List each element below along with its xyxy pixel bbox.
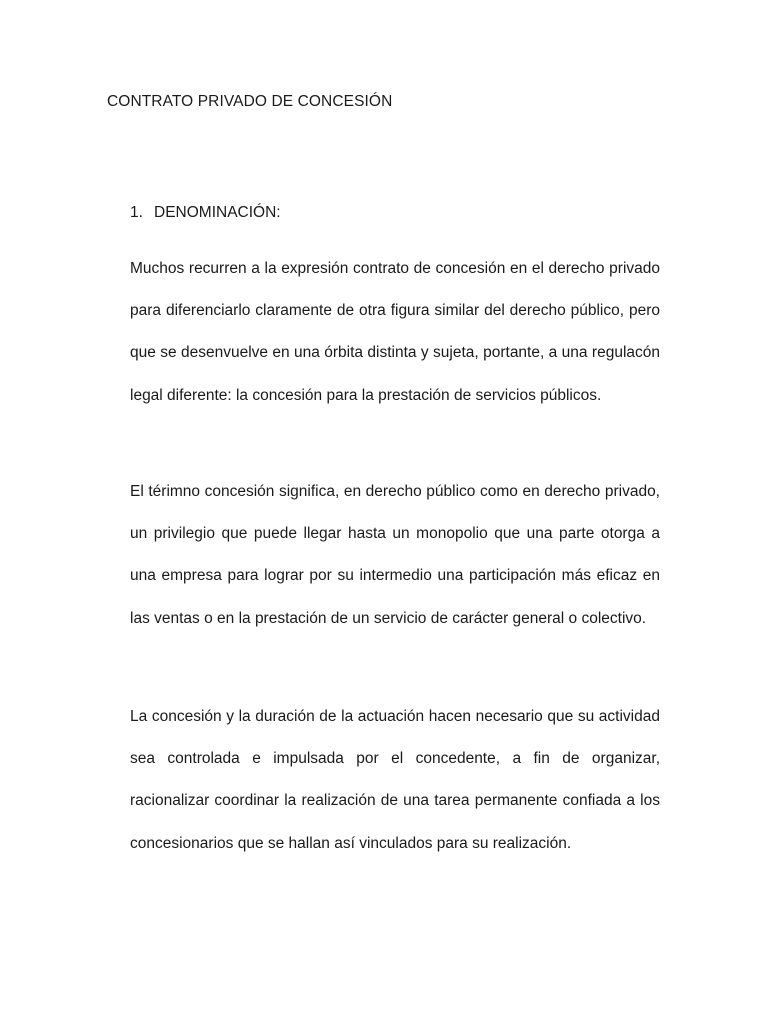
paragraph-2: El térimno concesión significa, en derecho público como en derecho privado, un privilegio que puede llegar hasta un monopolio que una parte otorga a una empresa para lograr por su intermedio una participación más eficaz en las ventas o en la prestación de un servicio de carácter general o colectivo.: [130, 483, 660, 627]
section-number: 1.: [130, 204, 143, 221]
paragraph-3: La concesión y la duración de la actuación hacen necesario que su actividad sea controlada e impulsada por el concedente, a fin de organizar, racionalizar coordinar la realización de una tarea permanente confiada a los concesionarios que se hallan así vinculados para su realización.: [130, 708, 660, 852]
section-heading: [130, 204, 281, 222]
document-title: CONTRATO PRIVADO DE CONCESIÓN: [107, 93, 393, 110]
section-heading-text: DENOMINACIÓN:: [154, 204, 281, 221]
paragraph-1: Muchos recurren a la expresión contrato de concesión en el derecho privado para diferenciarlo claramente de otra figura similar del derecho público, pero que se desenvuelve en una órbita distinta y sujeta, portante, a una regulacón legal diferente: la concesión para la prestación de servicios públicos.: [130, 260, 660, 404]
